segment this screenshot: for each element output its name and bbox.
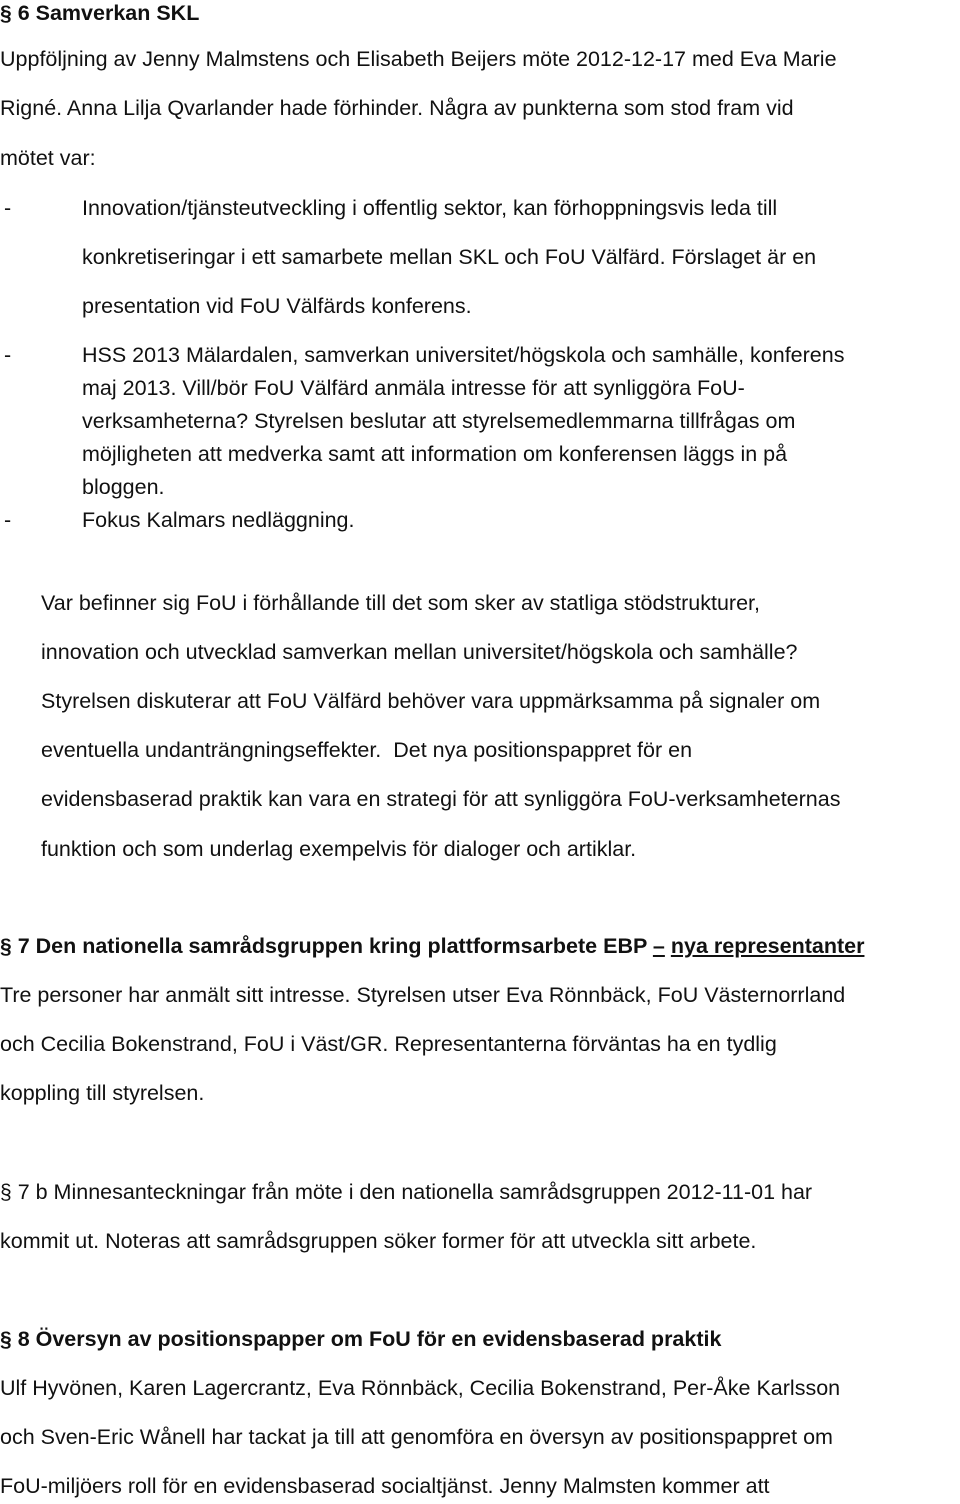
- body-line: FoU-miljöers roll för en evidensbaserad socialtjänst. Jenny Malmsten kommer att: [0, 1474, 770, 1498]
- heading-part-b: nya representanter: [670, 934, 865, 958]
- body-line: och Sven-Eric Wånell har tackat ja till att genomföra en översyn av positionspappret om: [0, 1425, 833, 1449]
- section-7-heading: [0, 933, 864, 960]
- body-line: Uppföljning av Jenny Malmstens och Elisabeth Beijers möte 2012-12-17 med Eva Marie: [0, 47, 837, 71]
- heading-dash: –: [652, 934, 665, 958]
- bullet-dash: -: [4, 508, 12, 532]
- body-line: kommit ut. Noteras att samrådsgruppen söker former för att utveckla sitt arbete.: [0, 1229, 757, 1253]
- paragraph-line: innovation och utvecklad samverkan mellan universitet/högskola och samhälle?: [41, 640, 798, 664]
- body-line: koppling till styrelsen.: [0, 1081, 205, 1105]
- paragraph-line: Var befinner sig FoU i förhållande till det som sker av statliga stödstrukturer,: [41, 591, 760, 615]
- bullet-dash: -: [4, 343, 12, 367]
- bullet-dash: -: [4, 196, 12, 220]
- heading-part-a: 7 Den nationella samrådsgruppen kring plattformsarbete EBP: [17, 934, 647, 958]
- bullet-line: verksamheterna? Styrelsen beslutar att styrelsemedlemmarna tillfrågas om: [82, 409, 796, 433]
- section-mark-icon: §: [0, 1328, 12, 1351]
- bullet-line: Innovation/tjänsteutveckling i offentlig sektor, kan förhoppningsvis leda till: [82, 196, 778, 220]
- body-line: mötet var:: [0, 146, 96, 170]
- bullet-line: maj 2013. Vill/bör FoU Välfärd anmäla intresse för att synliggöra FoU-: [82, 376, 745, 400]
- body-line: Ulf Hyvönen, Karen Lagercrantz, Eva Rönnbäck, Cecilia Bokenstrand, Per-Åke Karlsson: [0, 1376, 841, 1400]
- section-mark-icon: §: [0, 935, 12, 958]
- bullet-line: bloggen.: [82, 475, 165, 499]
- bullet-line: möjligheten att medverka samt att information om konferensen läggs in på: [82, 442, 788, 466]
- bullet-line: HSS 2013 Mälardalen, samverkan universitet/högskola och samhälle, konferens: [82, 343, 845, 367]
- section-6-heading: § 6 Samverkan SKL: [0, 1, 200, 25]
- paragraph-line: funktion och som underlag exempelvis för dialoger och artiklar.: [41, 837, 637, 861]
- bullet-line: Fokus Kalmars nedläggning.: [82, 508, 355, 532]
- body-line: och Cecilia Bokenstrand, FoU i Väst/GR. Representanterna förväntas ha en tydlig: [0, 1032, 777, 1056]
- section-7b-heading: § 7 b Minnesanteckningar från möte i den nationella samrådsgruppen 2012-11-01 har: [0, 1180, 813, 1204]
- section-mark-icon: §: [0, 1181, 12, 1204]
- bullet-line: presentation vid FoU Välfärds konferens.: [82, 294, 472, 318]
- body-line: Rigné. Anna Lilja Qvarlander hade förhinder. Några av punkterna som stod fram vid: [0, 96, 794, 120]
- paragraph-line: eventuella undanträngningseffekter. Det nya positionspappret för en: [41, 738, 693, 762]
- bullet-line: konkretiseringar i ett samarbete mellan SKL och FoU Välfärd. Förslaget är en: [82, 245, 817, 269]
- paragraph-line: evidensbaserad praktik kan vara en strategi för att synliggöra FoU-verksamheternas: [41, 787, 841, 811]
- section-mark-icon: §: [0, 2, 12, 25]
- paragraph-line: Styrelsen diskuterar att FoU Välfärd behöver vara uppmärksamma på signaler om: [41, 689, 821, 713]
- body-line: Tre personer har anmält sitt intresse. Styrelsen utser Eva Rönnbäck, FoU Västernorrland: [0, 983, 846, 1007]
- section-8-heading: § 8 Översyn av positionspapper om FoU för en evidensbaserad praktik: [0, 1327, 722, 1351]
